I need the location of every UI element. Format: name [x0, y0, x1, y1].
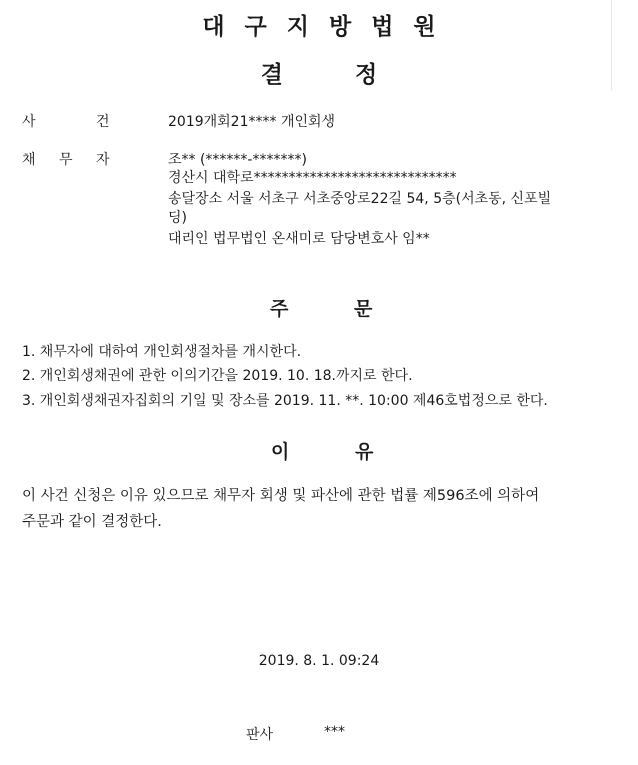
reason-line-1: 이 사건 신청은 이유 있으므로 채무자 회생 및 파산에 관한 법률 제596조에 의하여: [22, 488, 540, 504]
debtor-label-char-2: 무: [59, 152, 73, 168]
order-heading-right: 문: [354, 298, 373, 320]
reason-heading-right: 유: [355, 441, 374, 463]
representative: 대리인 법무법인 온새미로 담당변호사 임**: [168, 231, 430, 247]
order-item-1: 1. 채무자에 대하여 개인회생절차를 개시한다.: [22, 344, 302, 360]
service-address-line-2: 딩): [168, 210, 187, 226]
debtor-label: [22, 149, 133, 169]
case-label: [22, 111, 133, 131]
document-type-title: 결정: [260, 62, 450, 88]
order-item-3: 3. 개인회생채권자집회의 기일 및 장소를 2019. 11. **. 10:00 제46호법정으로 한다.: [22, 393, 548, 409]
court-name: 대구지방법원: [202, 14, 456, 40]
judge-label: 판사: [246, 727, 274, 743]
reason-heading-left: 이: [271, 441, 290, 463]
service-address-line-1: 송달장소 서울 서초구 서초중앙로22길 54, 5층(서초동, 신포빌: [168, 191, 552, 207]
case-label-char-1: 사: [22, 114, 36, 130]
case-number: 2019개회21**** 개인회생: [168, 114, 336, 130]
case-label-char-3: 건: [96, 114, 110, 130]
debtor-label-char-1: 채: [22, 152, 36, 168]
judge-name: ***: [324, 724, 345, 740]
reason-line-2: 주문과 같이 결정한다.: [22, 514, 162, 530]
debtor-name: 조** (******-*******): [168, 152, 307, 168]
debtor-address: 경산시 대학로*****************************: [168, 170, 457, 186]
debtor-label-char-3: 자: [96, 152, 110, 168]
decision-date: 2019. 8. 1. 09:24: [258, 653, 380, 669]
order-item-2: 2. 개인회생채권에 관한 이의기간을 2019. 10. 18.까지로 한다.: [22, 368, 413, 384]
order-heading-left: 주: [270, 298, 289, 320]
